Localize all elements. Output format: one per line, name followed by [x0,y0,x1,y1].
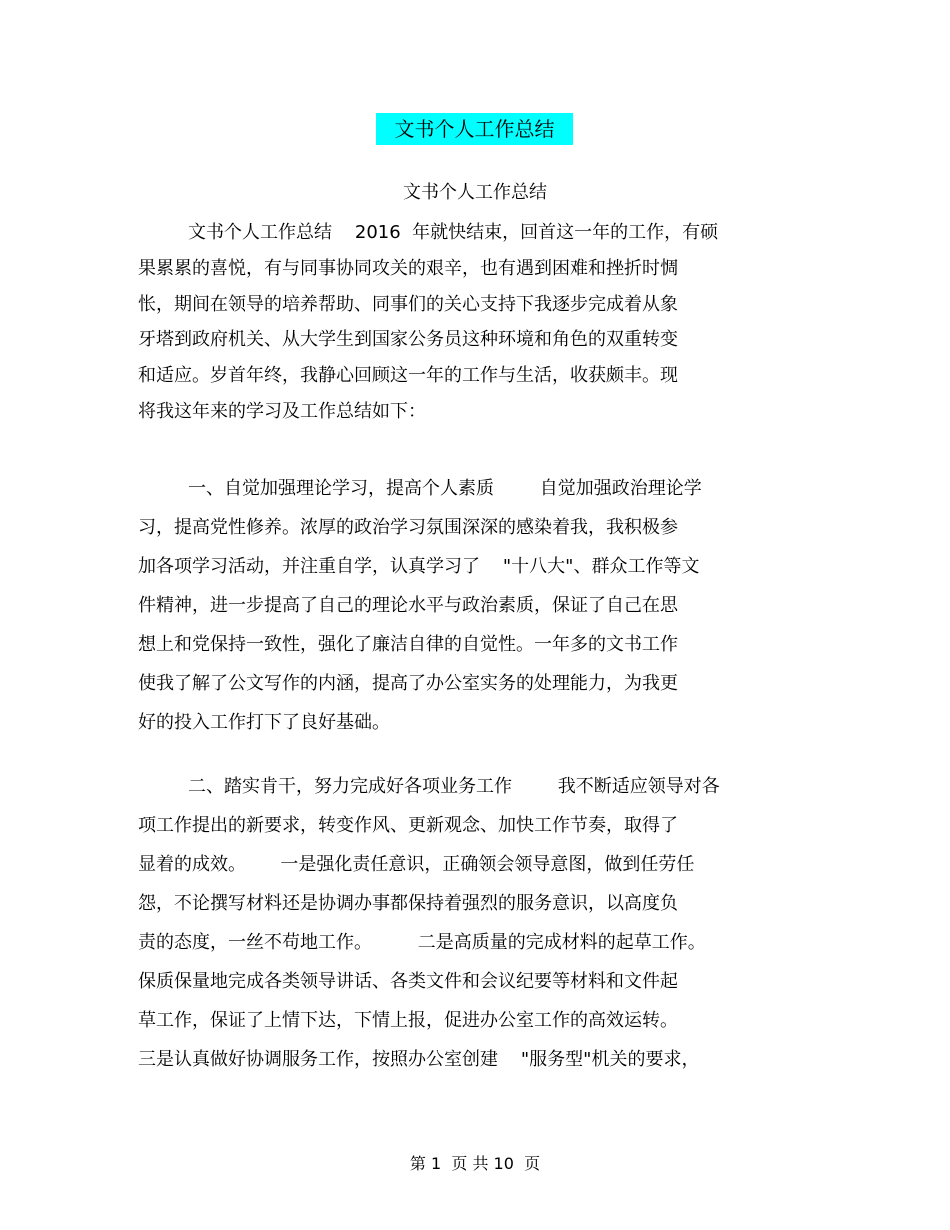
page-title: 文书个人工作总结 [376,113,573,145]
body-line-18: 怨，不论撰写材料还是协调办事都保持着强烈的服务意识，以高度负 [138,893,678,914]
body-line-16: 项工作提出的新要求，转变作风、更新观念、加快工作节奏，取得了 [138,815,678,836]
body-line-10: 加各项学习活动，并注重自学，认真学习了 "十八大"、群众工作等文 [138,556,700,577]
body-line-20: 保质保量地完成各类领导讲话、各类文件和会议纪要等材料和文件起 [138,971,678,992]
body-line-17: 显着的成效。 一是强化责任意识，正确领会领导意图，做到任劳任 [138,854,695,875]
body-line-22: 三是认真做好协调服务工作，按照办公室创建 "服务型"机关的要求， [138,1049,700,1070]
body-line-12: 想上和党保持一致性，强化了廉洁自律的自觉性。一年多的文书工作 [138,634,678,655]
body-line-21: 草工作，保证了上情下达，下情上报，促进办公室工作的高效运转。 [138,1010,678,1031]
body-line-11: 件精神，进一步提高了自己的理论水平与政治素质，保证了自己在思 [138,595,678,616]
body-line-2: 果累累的喜悦，有与同事协同攻关的艰辛，也有遇到困难和挫折时惆 [138,258,678,279]
body-line-4: 牙塔到政府机关、从大学生到国家公务员这种环境和角色的双重转变 [138,329,678,350]
body-line-3: 怅，期间在领导的培养帮助、同事们的关心支持下我逐步完成着从象 [138,294,678,315]
body-line-14: 好的投入工作打下了良好基础。 [138,712,390,733]
body-line-1: 文书个人工作总结 2016 年就快结束，回首这一年的工作，有硕 [188,222,719,243]
body-line-5: 和适应。岁首年终，我静心回顾这一年的工作与生活，收获颇丰。现 [138,365,678,386]
document-subtitle: 文书个人工作总结 [403,182,547,203]
page-footer: 第 1 页 共 10 页 [409,1154,541,1173]
body-line-13: 使我了解了公文写作的内涵，提高了办公室实务的处理能力，为我更 [138,673,678,694]
body-line-8: 一、自觉加强理论学习，提高个人素质 自觉加强政治理论学 [188,478,702,499]
body-line-15: 二、踏实肯干，努力完成好各项业务工作 我不断适应领导对各 [188,776,720,797]
body-line-19: 责的态度，一丝不苟地工作。 二是高质量的完成材料的起草工作。 [138,932,706,953]
body-line-6: 将我这年来的学习及工作总结如下： [138,401,426,422]
body-line-9: 习，提高党性修养。浓厚的政治学习氛围深深的感染着我，我积极参 [138,517,678,538]
